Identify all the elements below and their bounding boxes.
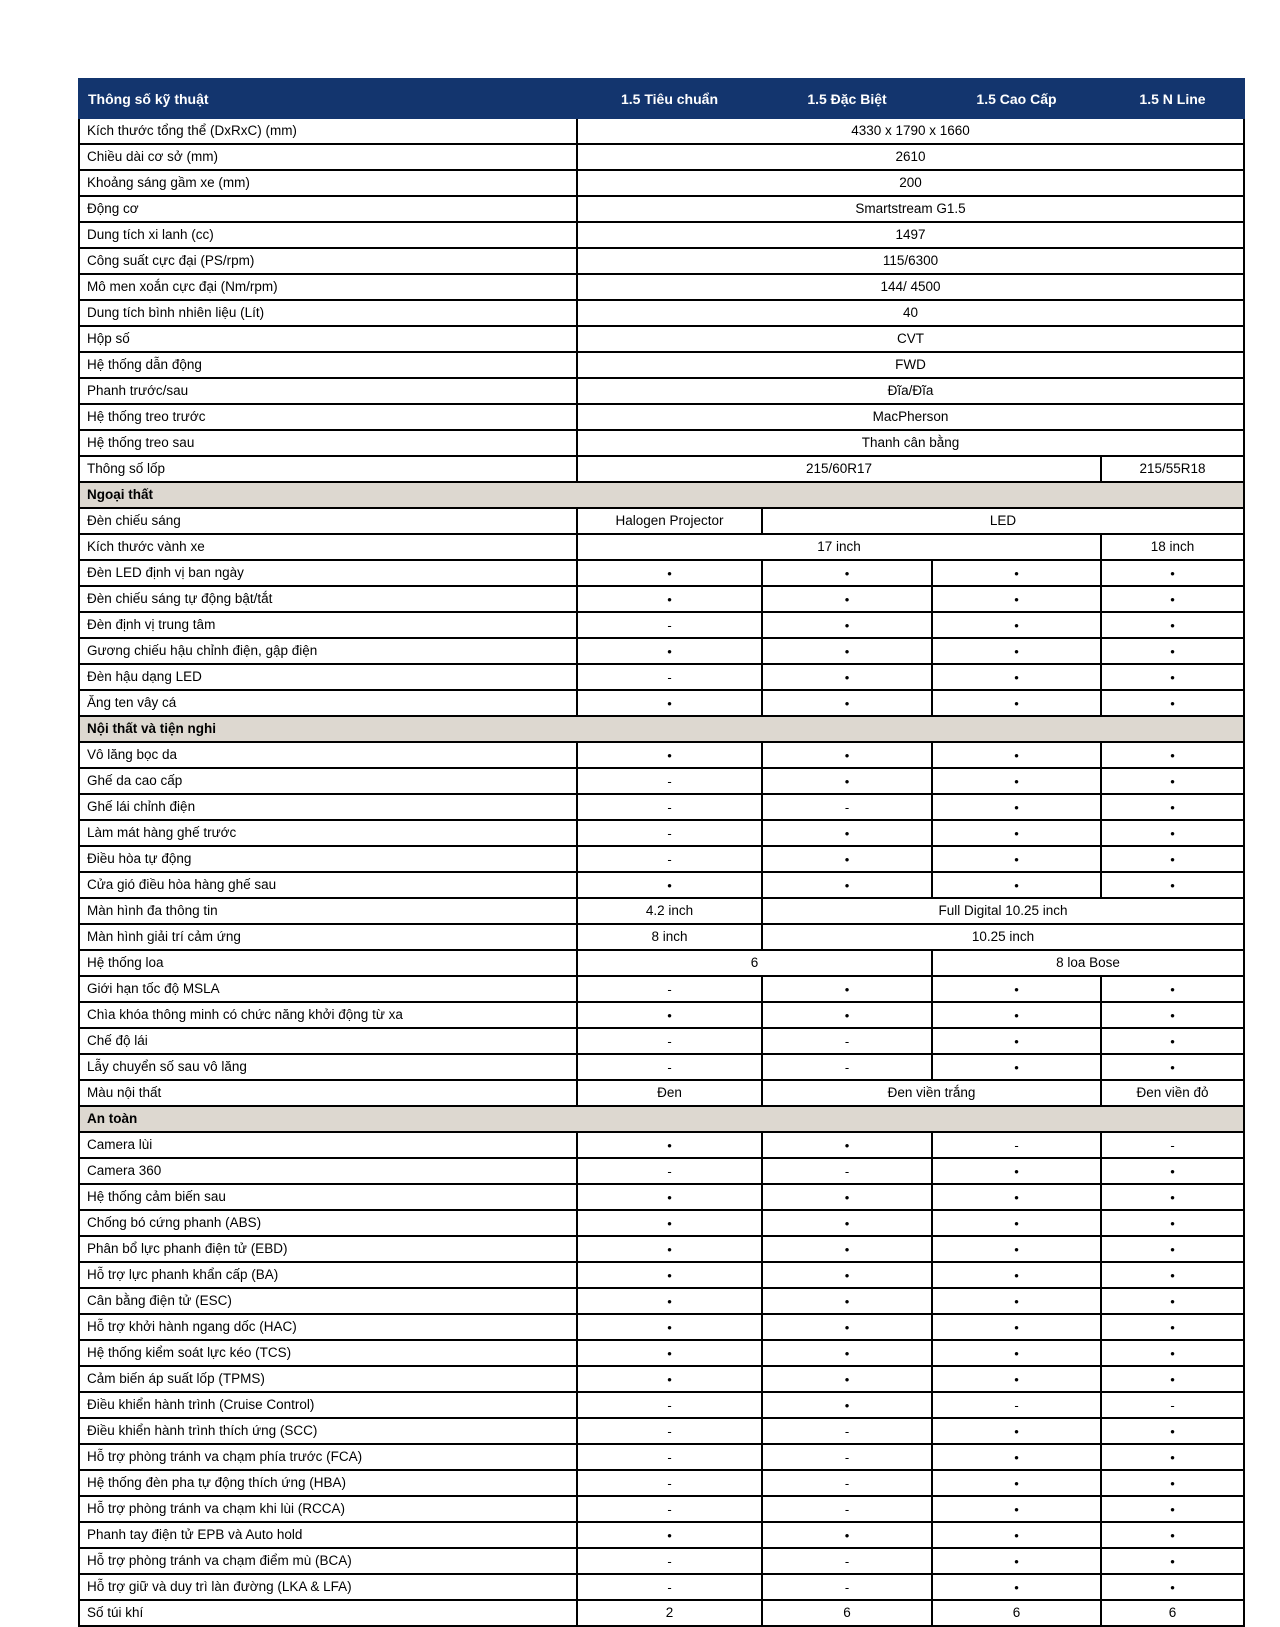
spec-value: 40 (577, 300, 1244, 326)
not-available-dash: - (932, 1132, 1101, 1158)
included-dot: • (762, 1392, 932, 1418)
table-row (79, 768, 1244, 794)
included-dot: • (1101, 1340, 1244, 1366)
included-dot: • (762, 586, 932, 612)
included-dot: • (1101, 1002, 1244, 1028)
included-dot: • (1101, 638, 1244, 664)
spec-value: 6 (762, 1600, 932, 1626)
table-row (79, 118, 1244, 144)
included-dot: • (932, 1548, 1101, 1574)
included-dot: • (1101, 976, 1244, 1002)
spec-value: CVT (577, 326, 1244, 352)
spec-label: Kích thước vành xe (79, 534, 577, 560)
table-row (79, 1184, 1244, 1210)
included-dot: • (932, 1054, 1101, 1080)
spec-value: Full Digital 10.25 inch (762, 898, 1244, 924)
included-dot: • (762, 1262, 932, 1288)
table-row (79, 1574, 1244, 1600)
spec-value: FWD (577, 352, 1244, 378)
table-row (79, 1522, 1244, 1548)
included-dot: • (577, 872, 762, 898)
table-row (79, 586, 1244, 612)
included-dot: • (1101, 794, 1244, 820)
included-dot: • (762, 664, 932, 690)
column-header-trim-1: 1.5 Tiêu chuẩn (577, 79, 762, 118)
spec-label: Đèn chiếu sáng tự động bật/tắt (79, 586, 577, 612)
included-dot: • (762, 1522, 932, 1548)
table-row (79, 222, 1244, 248)
included-dot: • (932, 638, 1101, 664)
not-available-dash: - (577, 1444, 762, 1470)
spec-value: 4330 x 1790 x 1660 (577, 118, 1244, 144)
section-title: Ngoại thất (79, 482, 1244, 508)
included-dot: • (1101, 846, 1244, 872)
table-row (79, 1340, 1244, 1366)
spec-label: Hệ thống loa (79, 950, 577, 976)
included-dot: • (762, 1132, 932, 1158)
column-header-trim-2: 1.5 Đặc Biệt (762, 79, 932, 118)
spec-label: Chiều dài cơ sở (mm) (79, 144, 577, 170)
included-dot: • (762, 768, 932, 794)
spec-value: 17 inch (577, 534, 1101, 560)
spec-value: LED (762, 508, 1244, 534)
included-dot: • (762, 742, 932, 768)
section-header (79, 482, 1244, 508)
included-dot: • (932, 1236, 1101, 1262)
included-dot: • (577, 1210, 762, 1236)
not-available-dash: - (762, 1470, 932, 1496)
spec-value: 1497 (577, 222, 1244, 248)
included-dot: • (762, 1340, 932, 1366)
table-row (79, 976, 1244, 1002)
included-dot: • (932, 560, 1101, 586)
table-row (79, 1496, 1244, 1522)
table-row (79, 326, 1244, 352)
included-dot: • (1101, 586, 1244, 612)
included-dot: • (932, 1444, 1101, 1470)
spec-label: Ghế lái chỉnh điện (79, 794, 577, 820)
table-row (79, 404, 1244, 430)
spec-value: 6 (577, 950, 932, 976)
spec-value: 2 (577, 1600, 762, 1626)
spec-label: Động cơ (79, 196, 577, 222)
spec-label: Phanh trước/sau (79, 378, 577, 404)
section-title: Nội thất và tiện nghi (79, 716, 1244, 742)
table-row (79, 352, 1244, 378)
spec-value: 4.2 inch (577, 898, 762, 924)
spec-label: Màu nội thất (79, 1080, 577, 1106)
table-row (79, 248, 1244, 274)
spec-label: Vô lăng bọc da (79, 742, 577, 768)
table-row (79, 690, 1244, 716)
spec-label: Hệ thống dẫn động (79, 352, 577, 378)
table-row (79, 1548, 1244, 1574)
included-dot: • (577, 1522, 762, 1548)
spec-value: 2610 (577, 144, 1244, 170)
spec-label: Phanh tay điện tử EPB và Auto hold (79, 1522, 577, 1548)
not-available-dash: - (762, 1574, 932, 1600)
spec-value: 6 (1101, 1600, 1244, 1626)
included-dot: • (932, 976, 1101, 1002)
spec-label: Hệ thống cảm biến sau (79, 1184, 577, 1210)
not-available-dash: - (762, 1418, 932, 1444)
included-dot: • (1101, 1262, 1244, 1288)
table-row (79, 1236, 1244, 1262)
spec-label: Chống bó cứng phanh (ABS) (79, 1210, 577, 1236)
not-available-dash: - (577, 976, 762, 1002)
spec-label: Làm mát hàng ghế trước (79, 820, 577, 846)
included-dot: • (762, 1002, 932, 1028)
included-dot: • (932, 1158, 1101, 1184)
spec-value: Thanh cân bằng (577, 430, 1244, 456)
table-row (79, 1054, 1244, 1080)
spec-label: Khoảng sáng gầm xe (mm) (79, 170, 577, 196)
included-dot: • (577, 1236, 762, 1262)
spec-value: Đen viền đỏ (1101, 1080, 1244, 1106)
table-row (79, 456, 1244, 482)
spec-label: Hỗ trợ khởi hành ngang dốc (HAC) (79, 1314, 577, 1340)
table-row (79, 1288, 1244, 1314)
included-dot: • (1101, 872, 1244, 898)
included-dot: • (577, 1002, 762, 1028)
not-available-dash: - (762, 1548, 932, 1574)
spec-label: Phân bổ lực phanh điện tử (EBD) (79, 1236, 577, 1262)
included-dot: • (932, 690, 1101, 716)
included-dot: • (932, 872, 1101, 898)
table-row (79, 560, 1244, 586)
included-dot: • (577, 1184, 762, 1210)
column-header-trim-4: 1.5 N Line (1101, 79, 1244, 118)
spec-label: Hỗ trợ giữ và duy trì làn đường (LKA & LFA) (79, 1574, 577, 1600)
included-dot: • (1101, 664, 1244, 690)
included-dot: • (762, 1366, 932, 1392)
table-row (79, 378, 1244, 404)
table-row (79, 898, 1244, 924)
spec-label: Camera lùi (79, 1132, 577, 1158)
not-available-dash: - (577, 1418, 762, 1444)
spec-label: Hệ thống kiểm soát lực kéo (TCS) (79, 1340, 577, 1366)
included-dot: • (1101, 1236, 1244, 1262)
not-available-dash: - (577, 1496, 762, 1522)
table-row (79, 924, 1244, 950)
header-row (79, 79, 1244, 118)
spec-label: Điều hòa tự động (79, 846, 577, 872)
spec-value: Halogen Projector (577, 508, 762, 534)
table-row (79, 1210, 1244, 1236)
not-available-dash: - (762, 1028, 932, 1054)
spec-value: 6 (932, 1600, 1101, 1626)
included-dot: • (1101, 1366, 1244, 1392)
included-dot: • (932, 1314, 1101, 1340)
table-row (79, 430, 1244, 456)
spec-label: Mô men xoắn cực đại (Nm/rpm) (79, 274, 577, 300)
included-dot: • (577, 1340, 762, 1366)
table-row (79, 846, 1244, 872)
spec-label: Số túi khí (79, 1600, 577, 1626)
not-available-dash: - (762, 1496, 932, 1522)
spec-label: Hộp số (79, 326, 577, 352)
included-dot: • (932, 820, 1101, 846)
included-dot: • (932, 742, 1101, 768)
included-dot: • (1101, 1210, 1244, 1236)
spec-label: Điều khiển hành trình thích ứng (SCC) (79, 1418, 577, 1444)
table-title: Thông số kỹ thuật (79, 79, 577, 118)
included-dot: • (577, 586, 762, 612)
included-dot: • (1101, 1496, 1244, 1522)
table-row (79, 1444, 1244, 1470)
spec-label: Hỗ trợ phòng tránh va chạm điểm mù (BCA) (79, 1548, 577, 1574)
included-dot: • (762, 1314, 932, 1340)
spec-label: Hệ thống treo trước (79, 404, 577, 430)
spec-label: Đèn hậu dạng LED (79, 664, 577, 690)
spec-table (78, 78, 1245, 1627)
included-dot: • (1101, 1548, 1244, 1574)
table-row (79, 820, 1244, 846)
not-available-dash: - (577, 1392, 762, 1418)
included-dot: • (1101, 612, 1244, 638)
spec-label: Dung tích xi lanh (cc) (79, 222, 577, 248)
section-title: An toàn (79, 1106, 1244, 1132)
included-dot: • (1101, 1444, 1244, 1470)
included-dot: • (932, 612, 1101, 638)
included-dot: • (762, 1210, 932, 1236)
included-dot: • (932, 1002, 1101, 1028)
spec-label: Cửa gió điều hòa hàng ghế sau (79, 872, 577, 898)
table-row (79, 534, 1244, 560)
not-available-dash: - (577, 794, 762, 820)
included-dot: • (932, 1366, 1101, 1392)
spec-value: MacPherson (577, 404, 1244, 430)
included-dot: • (932, 1574, 1101, 1600)
included-dot: • (1101, 1314, 1244, 1340)
table-row (79, 1080, 1244, 1106)
spec-label: Hệ thống treo sau (79, 430, 577, 456)
spec-label: Camera 360 (79, 1158, 577, 1184)
included-dot: • (577, 1132, 762, 1158)
table-row (79, 1262, 1244, 1288)
not-available-dash: - (577, 846, 762, 872)
table-row (79, 274, 1244, 300)
included-dot: • (762, 1288, 932, 1314)
included-dot: • (762, 638, 932, 664)
included-dot: • (932, 1028, 1101, 1054)
included-dot: • (1101, 1470, 1244, 1496)
spec-value: 144/ 4500 (577, 274, 1244, 300)
included-dot: • (762, 560, 932, 586)
table-row (79, 300, 1244, 326)
table-row (79, 1392, 1244, 1418)
spec-label: Màn hình đa thông tin (79, 898, 577, 924)
included-dot: • (932, 586, 1101, 612)
included-dot: • (577, 690, 762, 716)
spec-value: 215/60R17 (577, 456, 1101, 482)
included-dot: • (932, 1262, 1101, 1288)
spec-label: Ăng ten vây cá (79, 690, 577, 716)
included-dot: • (577, 1288, 762, 1314)
included-dot: • (762, 872, 932, 898)
spec-value: 215/55R18 (1101, 456, 1244, 482)
spec-label: Đèn LED định vị ban ngày (79, 560, 577, 586)
table-row (79, 1002, 1244, 1028)
table-row (79, 872, 1244, 898)
included-dot: • (932, 1470, 1101, 1496)
included-dot: • (762, 1236, 932, 1262)
not-available-dash: - (577, 1028, 762, 1054)
included-dot: • (1101, 742, 1244, 768)
included-dot: • (1101, 1184, 1244, 1210)
spec-label: Dung tích bình nhiên liệu (Lít) (79, 300, 577, 326)
included-dot: • (1101, 690, 1244, 716)
table-row (79, 1418, 1244, 1444)
spec-label: Kích thước tổng thể (DxRxC) (mm) (79, 118, 577, 144)
included-dot: • (932, 768, 1101, 794)
included-dot: • (932, 1496, 1101, 1522)
table-row (79, 1314, 1244, 1340)
spec-label: Cảm biến áp suất lốp (TPMS) (79, 1366, 577, 1392)
included-dot: • (577, 742, 762, 768)
included-dot: • (577, 638, 762, 664)
included-dot: • (762, 846, 932, 872)
not-available-dash: - (932, 1392, 1101, 1418)
spec-label: Thông số lốp (79, 456, 577, 482)
spec-value: 8 loa Bose (932, 950, 1244, 976)
included-dot: • (932, 1210, 1101, 1236)
included-dot: • (932, 1418, 1101, 1444)
table-row (79, 170, 1244, 196)
table-row (79, 638, 1244, 664)
included-dot: • (1101, 1158, 1244, 1184)
spec-value: 10.25 inch (762, 924, 1244, 950)
included-dot: • (762, 976, 932, 1002)
not-available-dash: - (577, 664, 762, 690)
table-row (79, 144, 1244, 170)
spec-value: Đen viền trắng (762, 1080, 1101, 1106)
table-row (79, 612, 1244, 638)
spec-label: Chìa khóa thông minh có chức năng khởi động từ xa (79, 1002, 577, 1028)
included-dot: • (762, 1184, 932, 1210)
spec-value: 115/6300 (577, 248, 1244, 274)
spec-label: Điều khiển hành trình (Cruise Control) (79, 1392, 577, 1418)
included-dot: • (932, 794, 1101, 820)
spec-label: Đèn chiếu sáng (79, 508, 577, 534)
table-row (79, 1600, 1244, 1626)
spec-label: Ghế da cao cấp (79, 768, 577, 794)
not-available-dash: - (762, 794, 932, 820)
included-dot: • (762, 820, 932, 846)
not-available-dash: - (577, 820, 762, 846)
included-dot: • (1101, 820, 1244, 846)
not-available-dash: - (1101, 1132, 1244, 1158)
included-dot: • (1101, 1028, 1244, 1054)
not-available-dash: - (577, 1470, 762, 1496)
not-available-dash: - (577, 768, 762, 794)
table-row (79, 1132, 1244, 1158)
included-dot: • (932, 846, 1101, 872)
not-available-dash: - (577, 1054, 762, 1080)
included-dot: • (762, 612, 932, 638)
column-header-trim-3: 1.5 Cao Cấp (932, 79, 1101, 118)
spec-label: Chế độ lái (79, 1028, 577, 1054)
spec-value: 8 inch (577, 924, 762, 950)
table-row (79, 508, 1244, 534)
spec-label: Hỗ trợ lực phanh khẩn cấp (BA) (79, 1262, 577, 1288)
not-available-dash: - (577, 1574, 762, 1600)
spec-label: Hệ thống đèn pha tự động thích ứng (HBA) (79, 1470, 577, 1496)
table-row (79, 794, 1244, 820)
section-header (79, 716, 1244, 742)
table-row (79, 950, 1244, 976)
spec-label: Cân bằng điện tử (ESC) (79, 1288, 577, 1314)
included-dot: • (1101, 1574, 1244, 1600)
included-dot: • (932, 1184, 1101, 1210)
spec-label: Giới hạn tốc độ MSLA (79, 976, 577, 1002)
included-dot: • (932, 664, 1101, 690)
included-dot: • (577, 1314, 762, 1340)
section-header (79, 1106, 1244, 1132)
spec-label: Hỗ trợ phòng tránh va chạm phía trước (FCA) (79, 1444, 577, 1470)
spec-value: 18 inch (1101, 534, 1244, 560)
spec-label: Gương chiếu hậu chỉnh điện, gập điện (79, 638, 577, 664)
spec-value: Smartstream G1.5 (577, 196, 1244, 222)
table-row (79, 1028, 1244, 1054)
included-dot: • (932, 1288, 1101, 1314)
spec-value: Đen (577, 1080, 762, 1106)
not-available-dash: - (762, 1054, 932, 1080)
included-dot: • (1101, 1418, 1244, 1444)
not-available-dash: - (577, 1548, 762, 1574)
not-available-dash: - (1101, 1392, 1244, 1418)
spec-label: Lẫy chuyển số sau vô lăng (79, 1054, 577, 1080)
not-available-dash: - (762, 1444, 932, 1470)
not-available-dash: - (577, 612, 762, 638)
spec-value: 200 (577, 170, 1244, 196)
spec-label: Màn hình giải trí cảm ứng (79, 924, 577, 950)
included-dot: • (932, 1522, 1101, 1548)
spec-value: Đĩa/Đĩa (577, 378, 1244, 404)
included-dot: • (1101, 560, 1244, 586)
included-dot: • (1101, 768, 1244, 794)
included-dot: • (1101, 1288, 1244, 1314)
included-dot: • (577, 1366, 762, 1392)
not-available-dash: - (762, 1158, 932, 1184)
table-row (79, 742, 1244, 768)
included-dot: • (762, 690, 932, 716)
included-dot: • (577, 1262, 762, 1288)
spec-label: Công suất cực đại (PS/rpm) (79, 248, 577, 274)
table-row (79, 1470, 1244, 1496)
table-row (79, 664, 1244, 690)
table-row (79, 1158, 1244, 1184)
table-row (79, 196, 1244, 222)
included-dot: • (1101, 1522, 1244, 1548)
included-dot: • (1101, 1054, 1244, 1080)
included-dot: • (932, 1340, 1101, 1366)
included-dot: • (577, 560, 762, 586)
not-available-dash: - (577, 1158, 762, 1184)
table-row (79, 1366, 1244, 1392)
spec-table-body (79, 118, 1244, 1626)
spec-label: Đèn định vị trung tâm (79, 612, 577, 638)
spec-label: Hỗ trợ phòng tránh va chạm khi lùi (RCCA) (79, 1496, 577, 1522)
